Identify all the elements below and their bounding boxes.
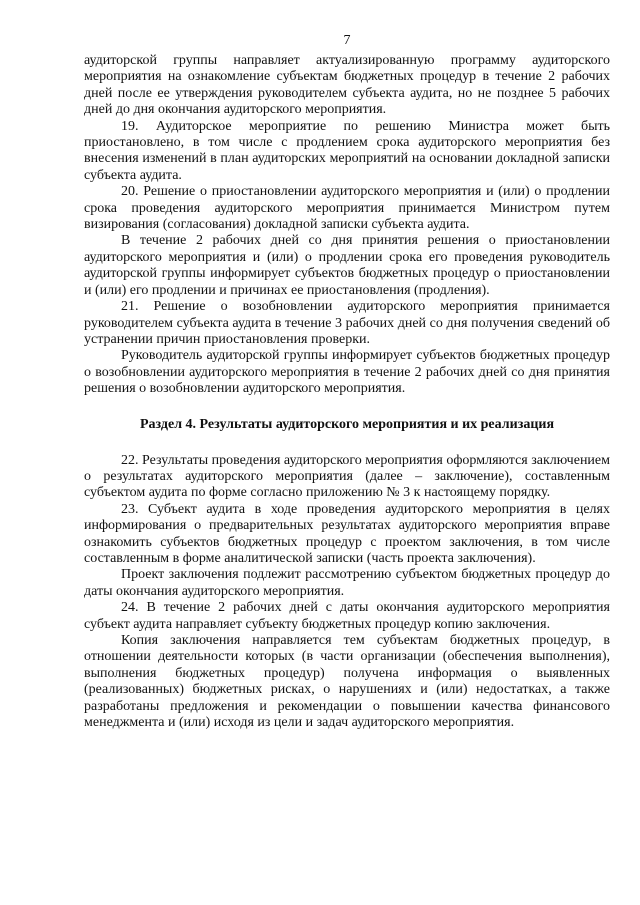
- paragraph-20: 20. Решение о приостановлении аудиторского мероприятия и (или) о продлении срока проведения аудиторского мероприятия принимается Министром путем визирования (согласования) докладной записки субъекта аудита.: [84, 184, 610, 233]
- section-heading: Раздел 4. Результаты аудиторского мероприятия и их реализация: [139, 416, 555, 432]
- page-number: 7: [343, 33, 351, 48]
- paragraph-21-notification: Руководитель аудиторской группы информирует субъектов бюджетных процедур о возобновлении аудиторского мероприятия в течение 2 рабочих дней со дня принятия решения о возобновлении аудиторского мероприятия.: [84, 348, 610, 397]
- paragraph-23: 23. Субъект аудита в ходе проведения аудиторского мероприятия в целях информирования о предварительных результатах аудиторского мероприятия вправе ознакомить субъектов бюджетных процедур с проектом заключения, в том числе составленным в форме аналитической записки (часть проекта заключения).: [84, 501, 610, 566]
- paragraph-24-copy: Копия заключения направляется тем субъектам бюджетных процедур, в отношении деятельности которых (в части организации (обеспечения выполнения), выполнения бюджетных процедур) получена информация о выявленных (реализованных) бюджетных рисках, о нарушениях и (или) недостатках, а также разработаны предложения и рекомендации о повышении качества финансового менеджмента и (или) исходя из цели и задач аудиторского мероприятия.: [84, 633, 610, 731]
- paragraph-continuation: аудиторской группы направляет актуализированную программу аудиторского мероприятия на ознакомление субъектам бюджетных процедур в течение 2 рабочих дней после ее утверждения руководителем субъекта аудита, но не позднее 5 рабочих дней до дня окончания аудиторского мероприятия.: [84, 53, 610, 118]
- paragraph-24: 24. В течение 2 рабочих дней с даты окончания аудиторского мероприятия субъект аудита направляет субъекту бюджетных процедур копию заключения.: [84, 600, 610, 632]
- paragraph-19: 19. Аудиторское мероприятие по решению Министра может быть приостановлено, в том числе с продлением срока аудиторского мероприятия без внесения изменений в план аудиторских мероприятий на основании докладной записки субъекта аудита.: [84, 118, 610, 183]
- paragraph-23-review: Проект заключения подлежит рассмотрению субъектом бюджетных процедур до даты окончания аудиторского мероприятия.: [84, 567, 610, 599]
- paragraph-22: 22. Результаты проведения аудиторского мероприятия оформляются заключением о результатах аудиторского мероприятия (далее – заключение), составленным субъектом аудита по форме согласно приложению № 3 к настоящему порядку.: [84, 452, 610, 501]
- paragraph-20-notification: В течение 2 рабочих дней со дня принятия решения о приостановлении аудиторского мероприятия и (или) о продлении срока его проведения руководитель аудиторской группы информирует субъектов бюджетных процедур о приостановлении и (или) его продлении и причинах ее приостановления (продления).: [84, 233, 610, 298]
- paragraph-21: 21. Решение о возобновлении аудиторского мероприятия принимается руководителем субъекта аудита в течение 3 рабочих дней со дня получения сведений об устранении причин приостановления проверки.: [84, 299, 610, 347]
